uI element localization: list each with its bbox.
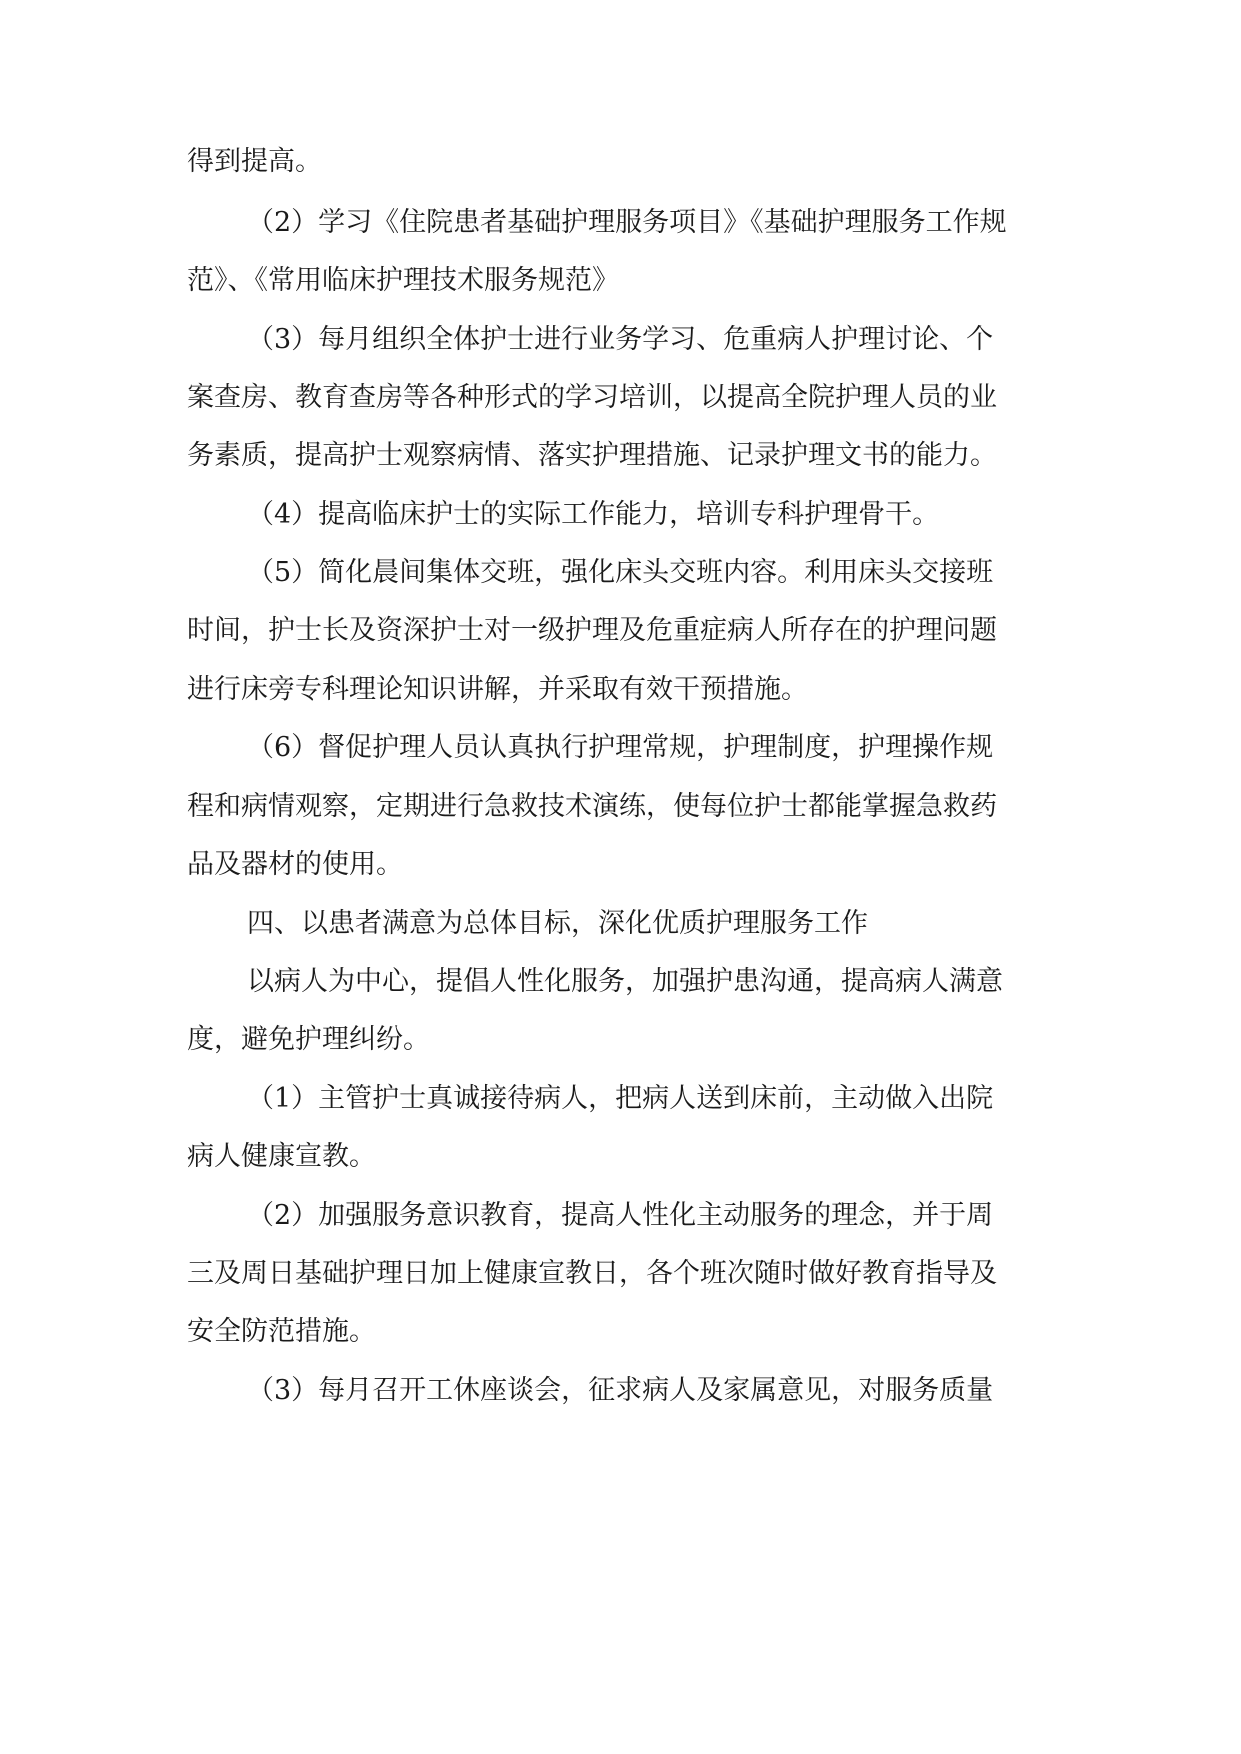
text-line: （1）主管护士真诚接待病人，把病人送到床前，主动做入出院 bbox=[247, 1083, 994, 1114]
section-heading: 四、以患者满意为总体目标，深化优质护理服务工作 bbox=[247, 908, 868, 939]
text-line: 三及周日基础护理日加上健康宣教日，各个班次随时做好教育指导及 bbox=[187, 1258, 997, 1289]
text-line: （4）提高临床护士的实际工作能力，培训专科护理骨干。 bbox=[247, 499, 940, 530]
text-line: 时间，护士长及资深护士对一级护理及危重症病人所存在的护理问题 bbox=[187, 615, 997, 646]
text-line: （6）督促护理人员认真执行护理常规，护理制度，护理操作规 bbox=[247, 732, 994, 763]
text-line: 安全防范措施。 bbox=[187, 1316, 376, 1347]
text-line: 案查房、教育查房等各种形式的学习培训，以提高全院护理人员的业 bbox=[187, 382, 997, 413]
text-line: （5）简化晨间集体交班，强化床头交班内容。利用床头交接班 bbox=[247, 557, 994, 588]
text-line: 品及器材的使用。 bbox=[187, 849, 403, 880]
text-line: 进行床旁专科理论知识讲解，并采取有效干预措施。 bbox=[187, 674, 808, 705]
text-line: （2）加强服务意识教育，提高人性化主动服务的理念，并于周 bbox=[247, 1200, 994, 1231]
text-line: 得到提高。 bbox=[187, 146, 322, 177]
text-line: 务素质，提高护士观察病情、落实护理措施、记录护理文书的能力。 bbox=[187, 440, 997, 471]
text-line: （3）每月组织全体护士进行业务学习、危重病人护理讨论、个 bbox=[247, 324, 994, 355]
text-line: 范》、《常用临床护理技术服务规范》 bbox=[187, 265, 619, 296]
text-line: 程和病情观察，定期进行急救技术演练，使每位护士都能掌握急救药 bbox=[187, 791, 997, 822]
text-line: 以病人为中心，提倡人性化服务，加强护患沟通，提高病人满意 bbox=[247, 966, 1003, 997]
text-line: 病人健康宣教。 bbox=[187, 1141, 376, 1172]
text-line: 度，避免护理纠纷。 bbox=[187, 1024, 430, 1055]
text-line: （2）学习《住院患者基础护理服务项目》《基础护理服务工作规 bbox=[247, 207, 1007, 238]
text-line: （3）每月召开工休座谈会，征求病人及家属意见，对服务质量 bbox=[247, 1375, 994, 1406]
